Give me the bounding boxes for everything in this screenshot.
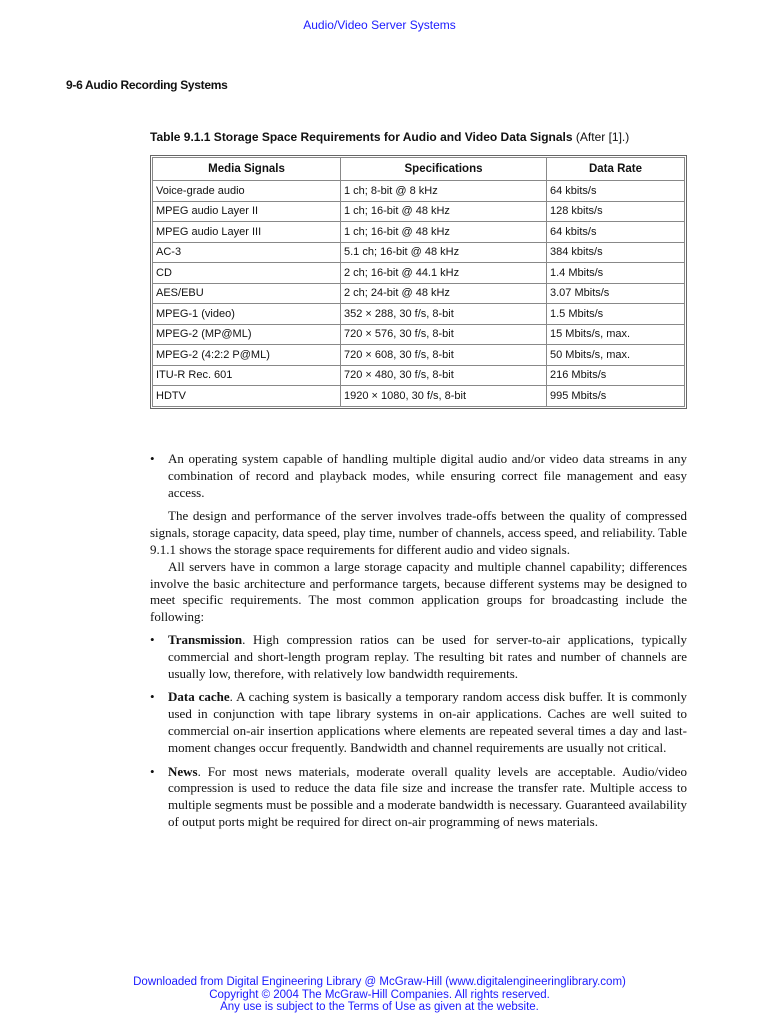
cell-rate: 15 Mbits/s, max.: [547, 324, 685, 345]
footer-copyright: Copyright © 2004 The McGraw-Hill Companies. All rights reserved.: [209, 988, 550, 1001]
cell-specs: 1 ch; 16-bit @ 48 kHz: [341, 222, 547, 243]
cell-media: Voice-grade audio: [153, 181, 341, 202]
cell-media: MPEG-2 (4:2:2 P@ML): [153, 345, 341, 366]
cell-specs: 5.1 ch; 16-bit @ 48 kHz: [341, 242, 547, 263]
cell-specs: 720 × 480, 30 f/s, 8-bit: [341, 365, 547, 386]
running-header: Audio/Video Server Systems: [303, 18, 456, 32]
column-header-media: Media Signals: [153, 158, 341, 181]
table-row: [153, 324, 685, 345]
cell-specs: 1 ch; 16-bit @ 48 kHz: [341, 201, 547, 222]
cell-media: HDTV: [153, 386, 341, 407]
cell-media: AC-3: [153, 242, 341, 263]
footer: [0, 976, 759, 1014]
list-item: [150, 451, 687, 501]
cell-specs: 720 × 608, 30 f/s, 8-bit: [341, 345, 547, 366]
table-row: [153, 181, 685, 202]
cell-specs: 2 ch; 24-bit @ 48 kHz: [341, 283, 547, 304]
bullet-text: . For most news materials, moderate overall quality levels are acceptable. Audio/video compression is used to reduce the data file size and increase the transfer rate. Multiple access to multiple segments must be possible and a moderate bandwidth is necessary. Guaranteed availability of output ports might be required for direct on-air programming of news materials.: [168, 763, 687, 829]
cell-media: ITU-R Rec. 601: [153, 365, 341, 386]
table-header-row: [153, 158, 685, 181]
table-row: [153, 365, 685, 386]
cell-rate: 216 Mbits/s: [547, 365, 685, 386]
body-text: [150, 451, 687, 838]
table-row: [153, 345, 685, 366]
bullet-symbol: •: [150, 689, 155, 705]
table-row: [153, 304, 685, 325]
cell-media: CD: [153, 263, 341, 284]
table-row: [153, 242, 685, 263]
table-row: [153, 222, 685, 243]
cell-specs: 1920 × 1080, 30 f/s, 8-bit: [341, 386, 547, 407]
column-header-rate: Data Rate: [547, 158, 685, 181]
cell-specs: 2 ch; 16-bit @ 44.1 kHz: [341, 263, 547, 284]
table-row: [153, 263, 685, 284]
bullet-symbol: •: [150, 763, 155, 779]
cell-rate: 384 kbits/s: [547, 242, 685, 263]
bullet-text: . High compression ratios can be used for server-to-air applications, typically commercial and short-length program replay. The resulting bit rates and number of channels are usually low, therefore, with relatively low bandwidth requirements.: [168, 631, 687, 681]
cell-specs: 720 × 576, 30 f/s, 8-bit: [341, 324, 547, 345]
table-row: [153, 386, 685, 407]
bullet-text: An operating system capable of handling multiple digital audio and/or video data streams in any combination of record and playback modes, while ensuring correct file management and easy access.: [168, 451, 687, 500]
table-caption-note: (After [1].): [575, 130, 630, 144]
paragraph: The design and performance of the server involves trade-offs between the quality of compressed signals, storage capacity, data speed, play time, number of channels, access speed, and reliability. Table 9.1.1 shows the storage space requirements for different audio and video signals.: [150, 508, 687, 557]
column-header-specs: Specifications: [341, 158, 547, 181]
list-item: [150, 632, 687, 682]
cell-specs: 352 × 288, 30 f/s, 8-bit: [341, 304, 547, 325]
list-item: [150, 689, 687, 756]
cell-rate: 64 kbits/s: [547, 181, 685, 202]
bullet-symbol: •: [150, 631, 155, 647]
cell-rate: 64 kbits/s: [547, 222, 685, 243]
cell-rate: 50 Mbits/s, max.: [547, 345, 685, 366]
cell-media: MPEG audio Layer II: [153, 201, 341, 222]
cell-media: MPEG-2 (MP@ML): [153, 324, 341, 345]
cell-rate: 1.4 Mbits/s: [547, 263, 685, 284]
cell-rate: 128 kbits/s: [547, 201, 685, 222]
cell-media: MPEG audio Layer III: [153, 222, 341, 243]
cell-media: AES/EBU: [153, 283, 341, 304]
table-row: [153, 283, 685, 304]
section-title: 9-6 Audio Recording Systems: [66, 78, 228, 92]
bullet-term: Transmission: [168, 631, 243, 647]
cell-media: MPEG-1 (video): [153, 304, 341, 325]
cell-rate: 1.5 Mbits/s: [547, 304, 685, 325]
bullet-term: Data cache: [168, 689, 230, 705]
footer-terms-link[interactable]: Any use is subject to the Terms of Use as given at the website.: [220, 1001, 539, 1013]
paragraph: All servers have in common a large storage capacity and multiple channel capability; differences involve the basic architecture and performance targets, because different systems may be designed to meet specific requirements. The most common application groups for broadcasting include the following:: [150, 558, 687, 625]
table-caption: [150, 130, 629, 144]
cell-specs: 1 ch; 8-bit @ 8 kHz: [341, 181, 547, 202]
data-table: [152, 157, 685, 407]
bullet-symbol: •: [150, 451, 155, 466]
cell-rate: 995 Mbits/s: [547, 386, 685, 407]
list-item: [150, 764, 687, 831]
table-caption-title: Table 9.1.1 Storage Space Requirements for Audio and Video Data Signals: [150, 130, 573, 144]
cell-rate: 3.07 Mbits/s: [547, 283, 685, 304]
table-row: [153, 201, 685, 222]
storage-requirements-table: [150, 155, 687, 409]
bullet-term: News: [168, 763, 198, 779]
bullet-text: . A caching system is basically a temporary random access disk buffer. It is commonly used in conjunction with tape library systems in on-air applications. Caches are well suited to commercial on-air insertion applications where elements are repeated several times a day and last-moment changes occur frequently. Bandwidth and channel requirements are usually not critical.: [168, 689, 687, 755]
footer-download-link[interactable]: Downloaded from Digital Engineering Library @ McGraw-Hill (www.digitalengineeringlibrary.com): [133, 976, 626, 988]
